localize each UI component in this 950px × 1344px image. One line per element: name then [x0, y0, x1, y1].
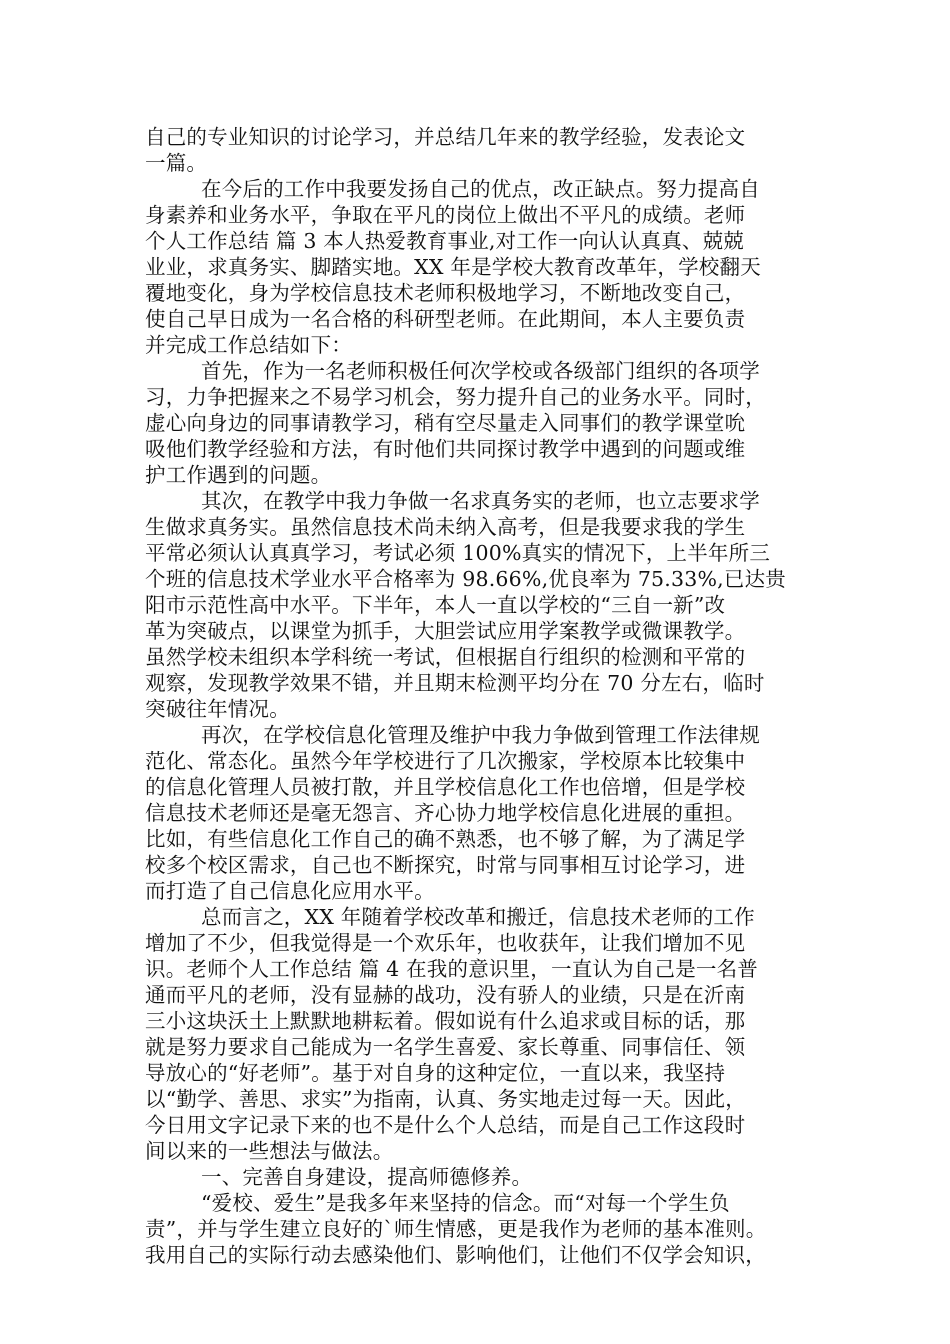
text-line: 使自己早日成为一名合格的科研型老师。在此期间，本人主要负责 [145, 307, 746, 331]
text-line: 观察，发现教学效果不错，并且期末检测平均分在 70 分左右，临时 [145, 671, 765, 695]
text-line: 习，力争把握来之不易学习机会，努力提升自己的业务水平。同时， [145, 385, 766, 409]
text-line: 吸他们教学经验和方法，有时他们共同探讨教学中遇到的问题或维 [145, 437, 746, 461]
text-line: 三小这块沃土上默默地耕耘着。假如说有什么追求或目标的话，那 [145, 1009, 746, 1033]
text-line: 通而平凡的老师，没有显赫的战功，没有骄人的业绩，只是在沂南 [145, 983, 746, 1007]
text-line: 一、完善自身建设，提高师德修养。 [201, 1165, 533, 1189]
text-line: 今日用文字记录下来的也不是什么个人总结，而是自己工作这段时 [145, 1113, 746, 1137]
text-line: 信息技术老师还是毫无怨言、齐心协力地学校信息化进展的重担。 [145, 801, 746, 825]
text-line: 校多个校区需求，自己也不断探究，时常与同事相互讨论学习，进 [145, 853, 746, 877]
text-line: 个班的信息技术学业水平合格率为 98.66%,优良率为 75.33%,已达贵 [145, 567, 786, 591]
text-line: 识。老师个人工作总结 篇 4 在我的意识里，一直认为自己是一名普 [145, 957, 758, 981]
text-line: 虚心向身边的同事请教学习，稍有空尽量走入同事们的教学课堂吮 [145, 411, 746, 435]
text-line: 在今后的工作中我要发扬自己的优点，改正缺点。努力提高自 [201, 177, 760, 201]
text-line: 范化、常态化。虽然今年学校进行了几次搬家，学校原本比较集中 [145, 749, 746, 773]
text-line: 突破往年情况。 [145, 697, 290, 721]
text-line: 业业，求真务实、脚踏实地。XX 年是学校大教育改革年，学校翻天 [145, 255, 761, 279]
text-line: 并完成工作总结如下： [145, 333, 352, 357]
text-line: 阳市示范性高中水平。下半年，本人一直以学校的“三自一新”改 [145, 593, 726, 617]
text-line: “爱校、爱生”是我多年来坚持的信念。而“对每一个学生负 [201, 1191, 730, 1215]
text-line: 我用自己的实际行动去感染他们、影响他们，让他们不仅学会知识， [145, 1243, 766, 1267]
text-line: 责”，并与学生建立良好的`师生情感，更是我作为老师的基本准则。 [145, 1217, 767, 1241]
text-line: 平常必须认认真真学习，考试必须 100%真实的情况下，上半年所三 [145, 541, 771, 565]
text-line: 间以来的一些想法与做法。 [145, 1139, 394, 1163]
text-line: 比如，有些信息化工作自己的确不熟悉，也不够了解，为了满足学 [145, 827, 746, 851]
text-line: 一篇。 [145, 151, 208, 175]
text-line: 其次，在教学中我力争做一名求真务实的老师，也立志要求学 [201, 489, 760, 513]
text-line: 护工作遇到的问题。 [145, 463, 332, 487]
text-line: 以“勤学、善思、求实”为指南，认真、务实地走过每一天。因此， [145, 1087, 746, 1111]
text-line: 总而言之，XX 年随着学校改革和搬迁，信息技术老师的工作 [201, 905, 755, 929]
text-line: 就是努力要求自己能成为一名学生喜爱、家长尊重、同事信任、领 [145, 1035, 746, 1059]
text-line: 自己的专业知识的讨论学习，并总结几年来的教学经验，发表论文 [145, 125, 746, 149]
text-line: 而打造了自己信息化应用水平。 [145, 879, 435, 903]
text-line: 革为突破点，以课堂为抓手，大胆尝试应用学案教学或微课教学。 [145, 619, 746, 643]
text-line: 的信息化管理人员被打散，并且学校信息化工作也倍增，但是学校 [145, 775, 746, 799]
text-line: 覆地变化，身为学校信息技术老师积极地学习，不断地改变自己， [145, 281, 746, 305]
text-line: 个人工作总结 篇 3 本人热爱教育事业,对工作一向认认真真、兢兢 [145, 229, 745, 253]
text-line: 身素养和业务水平，争取在平凡的岗位上做出不平凡的成绩。老师 [145, 203, 746, 227]
text-line: 增加了不少，但我觉得是一个欢乐年，也收获年，让我们增加不见 [145, 931, 746, 955]
text-line: 再次，在学校信息化管理及维护中我力争做到管理工作法律规 [201, 723, 760, 747]
text-line: 首先，作为一名老师积极任何次学校或各级部门组织的各项学 [201, 359, 760, 383]
document-body [145, 124, 813, 1268]
text-line: 虽然学校未组织本学科统一考试，但根据自行组织的检测和平常的 [145, 645, 746, 669]
text-line: 导放心的“好老师”。基于对自身的这种定位，一直以来，我坚持 [145, 1061, 726, 1085]
text-line: 生做求真务实。虽然信息技术尚未纳入高考，但是我要求我的学生 [145, 515, 746, 539]
